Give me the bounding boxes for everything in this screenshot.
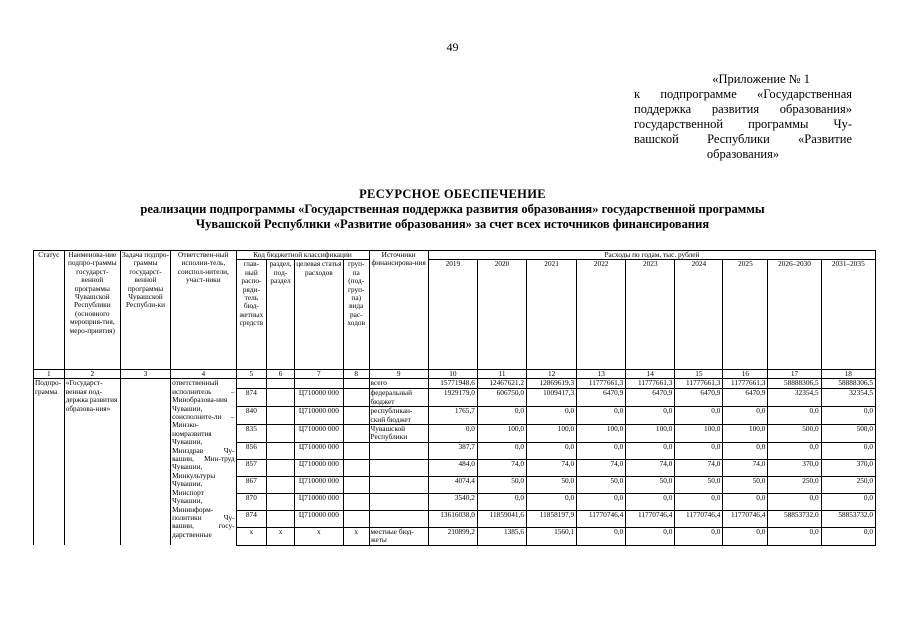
section-code-cell: x xyxy=(267,527,295,545)
section-code-cell xyxy=(267,389,295,407)
value-cell: 0,0 xyxy=(768,407,821,425)
value-cell: 11770746,4 xyxy=(675,510,723,527)
target-code-cell: Ц710000 000 xyxy=(294,389,343,407)
column-index: 13 xyxy=(577,370,626,379)
value-cell: 606750,0 xyxy=(477,389,526,407)
value-cell: 3540,2 xyxy=(428,493,477,510)
value-cell: 1765,7 xyxy=(428,407,477,425)
header-row-top xyxy=(34,251,876,260)
appendix-line: государственной программы Чу- xyxy=(634,117,852,131)
value-cell: 0,0 xyxy=(675,527,723,545)
value-cell: 0,0 xyxy=(577,493,626,510)
value-cell: 0,0 xyxy=(675,493,723,510)
value-cell: 100,0 xyxy=(527,425,577,443)
chief-code-cell: 835 xyxy=(236,425,267,443)
column-index: 17 xyxy=(768,370,821,379)
source-cell xyxy=(369,476,428,493)
value-cell: 11777661,3 xyxy=(577,379,626,389)
target-code-cell xyxy=(294,379,343,389)
value-cell: 370,0 xyxy=(768,459,821,476)
value-cell: 0,0 xyxy=(821,527,875,545)
value-cell: 74,0 xyxy=(626,459,675,476)
header-year: 2025 xyxy=(723,260,768,370)
target-code-cell: x xyxy=(294,527,343,545)
source-cell xyxy=(369,510,428,527)
value-cell: 1385,6 xyxy=(477,527,526,545)
value-cell: 100,0 xyxy=(723,425,768,443)
column-index: 5 xyxy=(236,370,267,379)
appendix-line: к подпрограмме «Государственная xyxy=(634,87,852,101)
value-cell: 1560,1 xyxy=(527,527,577,545)
value-cell: 100,0 xyxy=(577,425,626,443)
value-cell: 0,0 xyxy=(477,493,526,510)
column-index: 18 xyxy=(821,370,875,379)
group-code-cell xyxy=(343,389,369,407)
header-year: 2019 xyxy=(428,260,477,370)
executor-cell: ответственный исполнитель – Минобразова-ния Чувашии, соисполните-ли – Минэко-номразвития Чувашии, Минздрав Чу-вашии, Мин-труд Чувашии, Минкультуры Чувашии, Минспорт Чувашии, Мининформ-политики Чу-вашии, госу-дарственные xyxy=(171,379,236,545)
value-cell: 250,0 xyxy=(821,476,875,493)
value-cell: 58888306,5 xyxy=(768,379,821,389)
value-cell: 0,0 xyxy=(428,425,477,443)
source-cell: местные бюд-жеты xyxy=(369,527,428,545)
resource-table xyxy=(33,250,876,546)
value-cell: 11777661,3 xyxy=(626,379,675,389)
value-cell: 15771948,6 xyxy=(428,379,477,389)
section-code-cell xyxy=(267,459,295,476)
source-cell: Чувашской Республики xyxy=(369,425,428,443)
section-code-cell xyxy=(267,476,295,493)
task-cell xyxy=(120,379,170,545)
value-cell: 0,0 xyxy=(577,442,626,459)
section-code-cell xyxy=(267,442,295,459)
header-status: Статус xyxy=(34,251,65,370)
value-cell: 0,0 xyxy=(675,442,723,459)
value-cell: 0,0 xyxy=(527,442,577,459)
section-code-cell xyxy=(267,407,295,425)
value-cell: 0,0 xyxy=(577,527,626,545)
document-title xyxy=(60,187,845,232)
value-cell: 250,0 xyxy=(768,476,821,493)
header-section: раздел, под-раздел xyxy=(267,260,295,370)
column-index: 8 xyxy=(343,370,369,379)
column-index-row xyxy=(34,370,876,379)
value-cell: 0,0 xyxy=(723,407,768,425)
value-cell: 32354,5 xyxy=(821,389,875,407)
section-code-cell xyxy=(267,493,295,510)
value-cell: 0,0 xyxy=(768,442,821,459)
value-cell: 0,0 xyxy=(527,407,577,425)
target-code-cell: Ц710000 000 xyxy=(294,425,343,443)
chief-code-cell: 857 xyxy=(236,459,267,476)
value-cell: 50,0 xyxy=(675,476,723,493)
group-code-cell xyxy=(343,425,369,443)
header-name: Наименова-ние подпро-граммы государст-венной программы Чувашской Республики (основного мероприя-тия, меро-приятия) xyxy=(64,251,120,370)
value-cell: 58853732,0 xyxy=(768,510,821,527)
value-cell: 50,0 xyxy=(626,476,675,493)
appendix-note xyxy=(634,72,852,162)
value-cell: 11777661,3 xyxy=(723,379,768,389)
source-cell: всего xyxy=(369,379,428,389)
header-expenses: Расходы по годам, тыс. рублей xyxy=(428,251,875,260)
header-sources: Источники финансирова-ния xyxy=(369,251,428,370)
value-cell: 0,0 xyxy=(723,493,768,510)
value-cell: 1009417,3 xyxy=(527,389,577,407)
target-code-cell: Ц710000 000 xyxy=(294,510,343,527)
chief-code-cell: 870 xyxy=(236,493,267,510)
source-cell xyxy=(369,442,428,459)
column-index: 2 xyxy=(64,370,120,379)
chief-code-cell: 874 xyxy=(236,510,267,527)
source-cell: федеральный бюджет xyxy=(369,389,428,407)
section-code-cell xyxy=(267,425,295,443)
chief-code-cell: 867 xyxy=(236,476,267,493)
value-cell: 11770746,4 xyxy=(626,510,675,527)
chief-code-cell: 840 xyxy=(236,407,267,425)
header-target: целевая статья расходов xyxy=(294,260,343,370)
column-index: 3 xyxy=(120,370,170,379)
value-cell: 74,0 xyxy=(723,459,768,476)
group-code-cell: x xyxy=(343,527,369,545)
value-cell: 12467621,2 xyxy=(477,379,526,389)
group-code-cell xyxy=(343,407,369,425)
column-index: 7 xyxy=(294,370,343,379)
appendix-line: «Приложение № 1 xyxy=(712,72,810,86)
value-cell: 0,0 xyxy=(768,493,821,510)
group-code-cell xyxy=(343,476,369,493)
value-cell: 0,0 xyxy=(821,407,875,425)
program-name-cell: «Государст-венная под-держка развития образова-ния» xyxy=(64,379,120,545)
value-cell: 50,0 xyxy=(477,476,526,493)
value-cell: 500,0 xyxy=(821,425,875,443)
value-cell: 0,0 xyxy=(723,527,768,545)
target-code-cell: Ц710000 000 xyxy=(294,493,343,510)
value-cell: 11770746,4 xyxy=(577,510,626,527)
column-index: 16 xyxy=(723,370,768,379)
value-cell: 0,0 xyxy=(477,442,526,459)
value-cell: 74,0 xyxy=(577,459,626,476)
value-cell: 74,0 xyxy=(675,459,723,476)
value-cell: 0,0 xyxy=(626,407,675,425)
section-code-cell xyxy=(267,379,295,389)
title-line-2: реализации подпрограммы «Государственная поддержка развития образования» государственной программы xyxy=(140,202,765,216)
value-cell: 58853732,0 xyxy=(821,510,875,527)
value-cell: 12869619,3 xyxy=(527,379,577,389)
value-cell: 4074,4 xyxy=(428,476,477,493)
value-cell: 58888306,5 xyxy=(821,379,875,389)
appendix-line: вашской Республики «Развитие xyxy=(634,132,852,146)
value-cell: 100,0 xyxy=(626,425,675,443)
value-cell: 387,7 xyxy=(428,442,477,459)
group-code-cell xyxy=(343,442,369,459)
status-cell: Подпро-грамма xyxy=(34,379,65,545)
value-cell: 0,0 xyxy=(768,527,821,545)
column-index: 9 xyxy=(369,370,428,379)
group-code-cell xyxy=(343,510,369,527)
value-cell: 6470,9 xyxy=(675,389,723,407)
value-cell: 0,0 xyxy=(626,493,675,510)
column-index: 1 xyxy=(34,370,65,379)
target-code-cell: Ц710000 000 xyxy=(294,407,343,425)
target-code-cell: Ц710000 000 xyxy=(294,476,343,493)
header-year: 2031–2035 xyxy=(821,260,875,370)
value-cell: 370,0 xyxy=(821,459,875,476)
group-code-cell xyxy=(343,379,369,389)
title-line-3: Чувашской Республики «Развитие образования» за счет всех источников финансирования xyxy=(195,217,710,231)
header-budget-code: Код бюджетной классификации xyxy=(236,251,369,260)
header-year: 2020 xyxy=(477,260,526,370)
value-cell: 210899,2 xyxy=(428,527,477,545)
value-cell: 13616038,0 xyxy=(428,510,477,527)
value-cell: 0,0 xyxy=(675,407,723,425)
value-cell: 6470,9 xyxy=(723,389,768,407)
header-year: 2021 xyxy=(527,260,577,370)
value-cell: 0,0 xyxy=(577,407,626,425)
value-cell: 74,0 xyxy=(477,459,526,476)
value-cell: 0,0 xyxy=(626,442,675,459)
value-cell: 6470,9 xyxy=(577,389,626,407)
value-cell: 11770746,4 xyxy=(723,510,768,527)
header-task: Задача подпро-граммы государст-венной программы Чувашской Республи-ки xyxy=(120,251,170,370)
table-row xyxy=(34,379,876,389)
value-cell: 0,0 xyxy=(477,407,526,425)
header-year: 2023 xyxy=(626,260,675,370)
target-code-cell: Ц710000 000 xyxy=(294,442,343,459)
title-main: РЕСУРСНОЕ ОБЕСПЕЧЕНИЕ xyxy=(359,187,546,201)
source-cell xyxy=(369,493,428,510)
header-year: 2026–2030 xyxy=(768,260,821,370)
column-index: 6 xyxy=(267,370,295,379)
value-cell: 11777661,3 xyxy=(675,379,723,389)
value-cell: 100,0 xyxy=(675,425,723,443)
value-cell: 11859041,6 xyxy=(477,510,526,527)
chief-code-cell: 874 xyxy=(236,389,267,407)
value-cell: 1929179,0 xyxy=(428,389,477,407)
value-cell: 100,0 xyxy=(477,425,526,443)
value-cell: 0,0 xyxy=(723,442,768,459)
page-number: 49 xyxy=(446,40,459,54)
column-index: 10 xyxy=(428,370,477,379)
value-cell: 74,0 xyxy=(527,459,577,476)
appendix-line: образования» xyxy=(706,147,780,161)
value-cell: 0,0 xyxy=(821,493,875,510)
value-cell: 6470,9 xyxy=(626,389,675,407)
chief-code-cell: 856 xyxy=(236,442,267,459)
value-cell: 0,0 xyxy=(821,442,875,459)
source-cell xyxy=(369,459,428,476)
chief-code-cell xyxy=(236,379,267,389)
column-index: 11 xyxy=(477,370,526,379)
value-cell: 50,0 xyxy=(577,476,626,493)
chief-code-cell: x xyxy=(236,527,267,545)
header-year: 2024 xyxy=(675,260,723,370)
header-year: 2022 xyxy=(577,260,626,370)
table-body xyxy=(34,379,876,545)
header-group: груп-па (под-груп-па) вида рас-ходов xyxy=(343,260,369,370)
value-cell: 50,0 xyxy=(527,476,577,493)
value-cell: 32354,5 xyxy=(768,389,821,407)
target-code-cell: Ц710000 000 xyxy=(294,459,343,476)
group-code-cell xyxy=(343,493,369,510)
value-cell: 50,0 xyxy=(723,476,768,493)
column-index: 4 xyxy=(171,370,236,379)
section-code-cell xyxy=(267,510,295,527)
column-index: 15 xyxy=(675,370,723,379)
header-executor: Ответствен-ный исполни-тель, соиспол-нители, участ-ники xyxy=(171,251,236,370)
value-cell: 500,0 xyxy=(768,425,821,443)
value-cell: 0,0 xyxy=(527,493,577,510)
column-index: 14 xyxy=(626,370,675,379)
value-cell: 0,0 xyxy=(626,527,675,545)
value-cell: 11858197,9 xyxy=(527,510,577,527)
column-index: 12 xyxy=(527,370,577,379)
appendix-line: поддержка развития образования» xyxy=(634,102,852,116)
source-cell: республикан-ский бюджет xyxy=(369,407,428,425)
group-code-cell xyxy=(343,459,369,476)
header-chief: глав-ный распо-ряди-тель бюд-жетных средств xyxy=(236,260,267,370)
value-cell: 484,0 xyxy=(428,459,477,476)
